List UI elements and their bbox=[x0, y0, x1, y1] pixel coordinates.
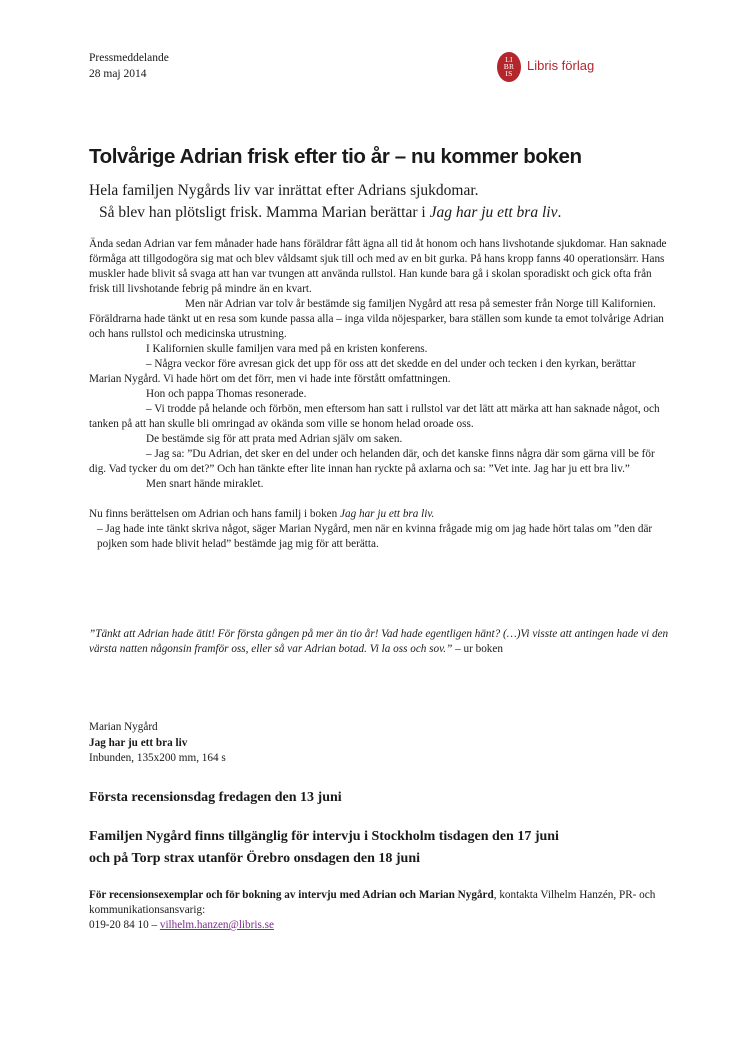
lead-paragraph bbox=[89, 180, 669, 224]
paragraph: Nu finns berättelsen om Adrian och hans familj i boken Jag har ju ett bra liv. bbox=[89, 508, 435, 520]
paragraph: Men när Adrian var tolv år bestämde sig familjen Nygård att resa på semester från Norge till Kalifornien. Föräldrarna hade tänkt ut en resa som kunde passa alla – inga vilda nöjesparker, bara ställen som kunde ta emot tolvårige Adrian och hans rullstol och medicinska utrustning. bbox=[89, 298, 664, 340]
body-text bbox=[89, 237, 669, 552]
contact-phone: 019-20 84 10 – bbox=[89, 919, 160, 931]
paragraph: Men snart hände miraklet. bbox=[146, 478, 264, 490]
lead-line-1: Hela familjen Nygårds liv var inrättat efter Adrians sjukdomar. bbox=[89, 182, 479, 199]
publisher-name: Libris förlag bbox=[527, 58, 595, 73]
paragraph: Ända sedan Adrian var fem månader hade hans föräldrar fått ägna all tid åt honom och hans livshotande sjukdomar. Han saknade förmåga att tillgodogöra sig mat och blev våldsamt sjuk till och med av en bit gurka. På hans kropp fanns 40 operationsärr. Hans muskler hade blivit så svaga att han var tvungen att använda rullstol. Han kunde bara gå i skolan sporadiskt och gick ofta från frisk till livshotande febrig på mindre än en kvart. bbox=[89, 238, 667, 295]
publisher-logo bbox=[497, 52, 627, 82]
paragraph: Hon och pappa Thomas resonerade. bbox=[146, 388, 307, 400]
review-day-heading: Första recensionsdag fredagen den 13 juni bbox=[89, 790, 342, 805]
paragraph: – Några veckor före avresan gick det upp för oss att det skedde en del under och tecken i den kyrkan, berättar Marian Nygård. Vi hade hört om det förr, men vi hade inte förstått omfattningen. bbox=[89, 358, 636, 385]
paragraph: De bestämde sig för att prata med Adrian själv om saken. bbox=[146, 433, 403, 445]
interview-info bbox=[89, 826, 559, 870]
book-title: Jag har ju ett bra liv bbox=[89, 736, 188, 749]
book-info bbox=[89, 720, 226, 767]
contact-email-link[interactable]: vilhelm.hanzen@libris.se bbox=[159, 919, 274, 931]
book-details: Inbunden, 135x200 mm, 164 s bbox=[89, 752, 226, 764]
book-title-inline: Jag har ju ett bra liv bbox=[429, 204, 558, 221]
lead-line-2: Så blev han plötsligt frisk. Mamma Marian berättar i Jag har ju ett bra liv. bbox=[99, 204, 562, 221]
paragraph: – Vi trodde på helande och förbön, men eftersom han satt i rullstol var det lätt att märka att han saknade något, och tanken på att han skulle bli omringad av okända som ville se honom helad oroade oss. bbox=[89, 403, 660, 430]
interview-line-2: och på Torp strax utanför Örebro onsdagen den 18 juni bbox=[89, 851, 421, 866]
paragraph: I Kalifornien skulle familjen vara med på en kristen konferens. bbox=[146, 343, 428, 355]
book-author: Marian Nygård bbox=[89, 721, 158, 733]
header-meta bbox=[89, 50, 169, 82]
headline: Tolvårige Adrian frisk efter tio år – nu kommer boken bbox=[89, 145, 582, 168]
contact-info: För recensionsexemplar och för bokning av intervju med Adrian och Marian Nygård, kontakta Vilhelm Hanzén, PR- och kommunikationsansvarig: 019-20 84 10 – vilhelm.hanzen@libris.se bbox=[89, 889, 656, 931]
libris-logo-icon: LI BR IS bbox=[497, 52, 521, 82]
quote-source: – ur boken bbox=[452, 643, 503, 655]
interview-line-1: Familjen Nygård finns tillgänglig för intervju i Stockholm tisdagen den 17 juni bbox=[89, 829, 559, 844]
paragraph: – Jag hade inte tänkt skriva något, säger Marian Nygård, men när en kvinna frågade mig om jag hade hört talas om ”den där pojken som hade blivit helad” bestämde jag mig för att berätta. bbox=[97, 523, 653, 550]
paragraph: – Jag sa: ”Du Adrian, det sker en del under och helanden där, och det kanske finns några där som gärna vill be för dig. Vad tycker du om det?” Och han tänkte efter lite innan han ryckte på axlarna och sa: ”Vet inte. Jag har ju ett bra liv.” bbox=[89, 448, 655, 475]
document-type-label: Pressmeddelande bbox=[89, 52, 169, 64]
release-date: 28 maj 2014 bbox=[89, 68, 147, 80]
contact-bold-text: För recensionsexemplar och för bokning av intervju med Adrian och Marian Nygård bbox=[89, 889, 494, 901]
book-quote: ”Tänkt att Adrian hade ätit! För första gången på mer än tio år! Vad hade egentligen hänt? (…)Vi visste att antingen hade vi den värsta natten någonsin framför oss, eller så var Adrian botad. Vi la oss och sov.” – ur boken bbox=[89, 628, 669, 655]
